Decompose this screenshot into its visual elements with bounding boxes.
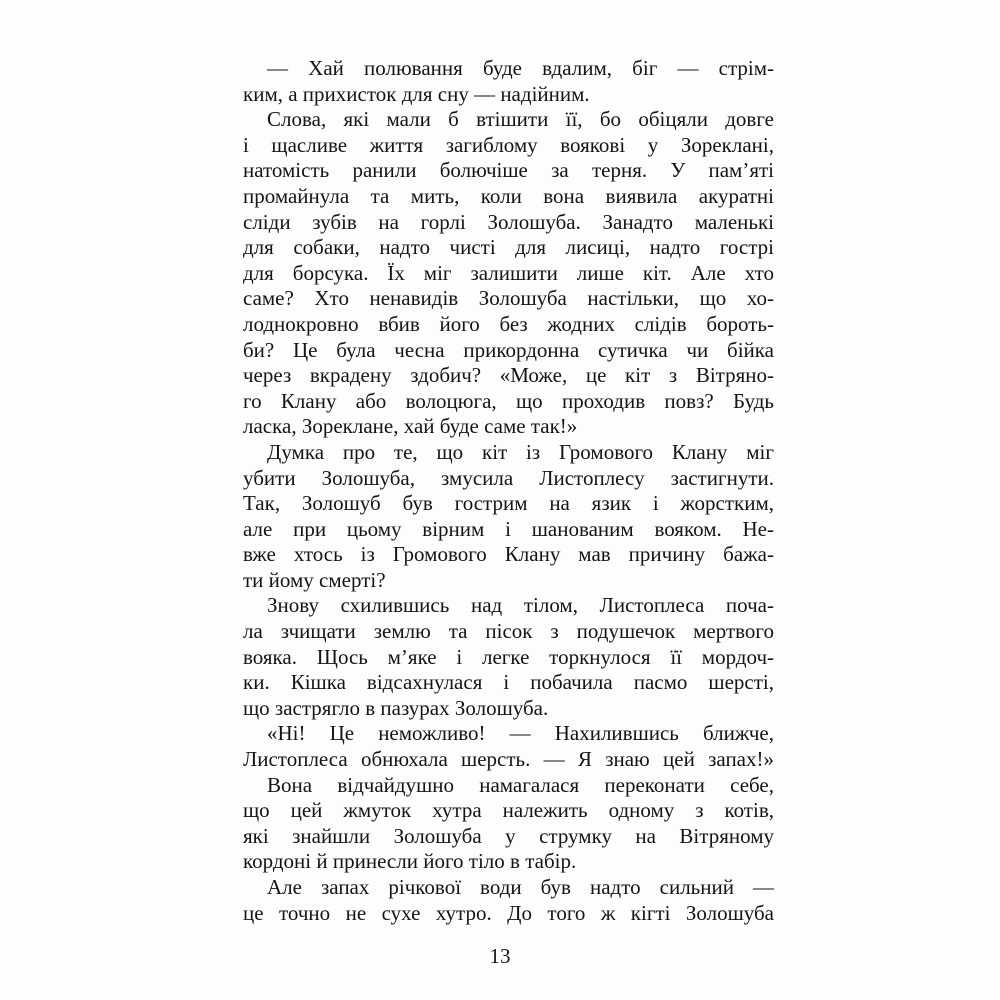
text-line: го Клану або волоцюга, що проходив повз? Будь bbox=[243, 388, 774, 413]
text-line: саме? Хто ненавидів Золошуба настільки, що хо- bbox=[243, 286, 774, 311]
text-line: лоднокровно вбив його без жодних слідів бороть- bbox=[243, 311, 774, 336]
text-line: натомість ранили болючіше за терня. У пам’яті bbox=[243, 158, 774, 183]
text-line: через вкрадену здобич? «Може, це кіт з Вітряно- bbox=[243, 363, 774, 388]
text-line: і щасливе життя загиблому воякові у Зореклані, bbox=[243, 132, 774, 157]
text-line: вояка. Щось м’яке і легке торкнулося її мордоч- bbox=[243, 644, 774, 669]
text-line: кордоні й принесли його тіло в табір. bbox=[243, 849, 577, 874]
paragraph bbox=[243, 773, 774, 875]
text-line: Але запах річкової води був надто сильний — bbox=[267, 875, 774, 899]
text-line: — Хай полювання буде вдалим, біг — стрім- bbox=[267, 56, 774, 80]
text-line: ки. Кішка відсахнулася і побачила пасмо шерсті, bbox=[243, 670, 774, 695]
text-line: ла зчищати землю та пісок з подушечок мертвого bbox=[243, 619, 774, 644]
text-line: Вона відчайдушно намагалася переконати себе, bbox=[267, 772, 774, 797]
text-line: Листоплеса обнюхала шерсть. — Я знаю цей запах!» bbox=[243, 747, 774, 772]
text-line: ким, а прихисток для сну — надійним. bbox=[243, 81, 590, 106]
text-line: Так, Золошуб був гострим на язик і жорстким, bbox=[243, 491, 774, 516]
paragraph bbox=[243, 107, 774, 440]
text-line: сліди зубів на горлі Золошуба. Занадто маленькі bbox=[243, 209, 774, 234]
text-line: але при цьому вірним і шанованим вояком. Не- bbox=[243, 516, 774, 541]
text-line: би? Це була чесна прикордонна сутичка чи бійка bbox=[243, 337, 774, 362]
paragraph bbox=[243, 56, 774, 107]
text-line: промайнула та мить, коли вона виявила акуратні bbox=[243, 183, 774, 208]
text-line: Думка про те, що кіт із Громового Клану міг bbox=[267, 439, 774, 464]
paragraph bbox=[243, 440, 774, 594]
text-line: Знову схилившись над тілом, Листоплеса поча- bbox=[267, 593, 774, 618]
text-line: для борсука. Їх міг залишити лише кіт. Але хто bbox=[243, 260, 774, 285]
page-number: 13 bbox=[489, 944, 511, 968]
text-line: це точно не сухе хутро. До того ж кігті Золошуба bbox=[243, 900, 774, 925]
paragraph bbox=[243, 721, 774, 772]
paragraph bbox=[243, 593, 774, 721]
text-line: вже хтось із Громового Клану мав причину бажа- bbox=[243, 542, 774, 567]
text-line: які знайшли Золошуба у струмку на Вітряному bbox=[243, 823, 774, 848]
paragraph bbox=[243, 875, 774, 926]
text-line: що цей жмуток хутра належить одному з котів, bbox=[243, 798, 774, 823]
text-line: ти йому смерті? bbox=[243, 567, 386, 592]
text-line: «Ні! Це неможливо! — Нахилившись ближче, bbox=[267, 721, 774, 746]
text-line: що застрягло в пазурах Золошуба. bbox=[243, 695, 549, 720]
text-line: для собаки, надто чисті для лисиці, надто гострі bbox=[243, 235, 774, 260]
text-line: Слова, які мали б втішити її, бо обіцяли довге bbox=[267, 107, 774, 132]
text-block bbox=[243, 56, 774, 926]
text-line: убити Золошуба, змусила Листоплесу застигнути. bbox=[243, 465, 774, 490]
text-line: ласка, Зореклане, хай буде саме так!» bbox=[243, 414, 578, 439]
